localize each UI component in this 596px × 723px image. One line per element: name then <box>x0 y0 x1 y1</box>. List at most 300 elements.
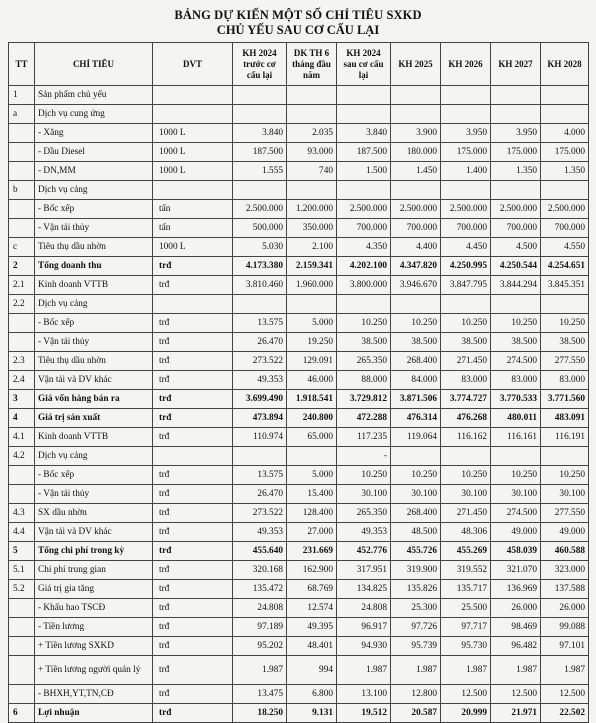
row-value: 21.971 <box>491 704 541 723</box>
row-value <box>233 105 287 124</box>
row-value: 93.000 <box>287 143 337 162</box>
row-value <box>287 295 337 314</box>
row-unit: trđ <box>153 580 233 599</box>
table-row <box>9 371 589 390</box>
row-value: 10.250 <box>441 314 491 333</box>
row-value: 4.000 <box>541 124 589 143</box>
row-value: 319.900 <box>391 561 441 580</box>
row-value: 4.550 <box>541 238 589 257</box>
table-row <box>9 428 589 447</box>
row-value: 4.250.544 <box>491 257 541 276</box>
row-indicator: + Tiền lương người quản lý <box>35 656 153 685</box>
row-value: 700.000 <box>391 219 441 238</box>
row-value: 30.100 <box>441 485 491 504</box>
row-value: 3.770.533 <box>491 390 541 409</box>
row-unit <box>153 105 233 124</box>
row-number: 4.4 <box>9 523 35 542</box>
row-number: 4 <box>9 409 35 428</box>
row-indicator: Vận tải và DV khác <box>35 523 153 542</box>
table-row <box>9 352 589 371</box>
row-value <box>441 86 491 105</box>
row-value: 3.699.490 <box>233 390 287 409</box>
row-value: 1.960.000 <box>287 276 337 295</box>
row-value: 1.400 <box>441 162 491 181</box>
row-value: 483.091 <box>541 409 589 428</box>
row-value: 162.900 <box>287 561 337 580</box>
row-value: 476.314 <box>391 409 441 428</box>
row-value: 500.000 <box>233 219 287 238</box>
row-value <box>541 86 589 105</box>
row-value: 473.894 <box>233 409 287 428</box>
row-number: 6 <box>9 704 35 723</box>
row-value <box>233 86 287 105</box>
row-indicator: Dịch vụ cảng <box>35 447 153 466</box>
row-number <box>9 124 35 143</box>
row-value <box>541 181 589 200</box>
row-value: 15.400 <box>287 485 337 504</box>
table-row <box>9 637 589 656</box>
row-value: 9.131 <box>287 704 337 723</box>
row-number: 5.1 <box>9 561 35 580</box>
row-value: 2.159.341 <box>287 257 337 276</box>
row-value <box>337 181 391 200</box>
row-unit: trđ <box>153 352 233 371</box>
row-number: 5.2 <box>9 580 35 599</box>
row-value: 455.269 <box>441 542 491 561</box>
row-value: 26.470 <box>233 333 287 352</box>
row-unit: trđ <box>153 656 233 685</box>
row-unit: 1000 L <box>153 162 233 181</box>
row-value: 3.771.560 <box>541 390 589 409</box>
row-indicator: Chi phí trung gian <box>35 561 153 580</box>
row-indicator: - Vận tải thủy <box>35 485 153 504</box>
row-value: 271.450 <box>441 352 491 371</box>
row-value: 3.946.670 <box>391 276 441 295</box>
table-row <box>9 542 589 561</box>
row-value <box>541 105 589 124</box>
row-value: 97.717 <box>441 618 491 637</box>
row-value: 700.000 <box>541 219 589 238</box>
row-value: 3.774.727 <box>441 390 491 409</box>
table-row <box>9 447 589 466</box>
row-value: 5.000 <box>287 314 337 333</box>
row-value: 110.974 <box>233 428 287 447</box>
row-value: 3.871.506 <box>391 390 441 409</box>
header-cell: TT <box>9 43 35 86</box>
row-value: 30.100 <box>541 485 589 504</box>
row-value: 24.808 <box>337 599 391 618</box>
row-value: 3.845.351 <box>541 276 589 295</box>
row-value: 3.840 <box>337 124 391 143</box>
row-unit: trđ <box>153 333 233 352</box>
header-cell: KH 2025 <box>391 43 441 86</box>
row-number: 5 <box>9 542 35 561</box>
row-number: b <box>9 181 35 200</box>
row-indicator: Dịch vụ cảng <box>35 181 153 200</box>
row-indicator: Tổng chi phí trong kỳ <box>35 542 153 561</box>
row-value: 116.161 <box>491 428 541 447</box>
row-value: 187.500 <box>337 143 391 162</box>
row-value: 13.575 <box>233 314 287 333</box>
row-value: 12.500 <box>441 685 491 704</box>
row-value: 265.350 <box>337 352 391 371</box>
row-value: 319.552 <box>441 561 491 580</box>
row-value: 117.235 <box>337 428 391 447</box>
row-value: 2.500.000 <box>441 200 491 219</box>
row-value <box>287 105 337 124</box>
row-value: 95.202 <box>233 637 287 656</box>
row-value <box>233 295 287 314</box>
row-value: 13.575 <box>233 466 287 485</box>
row-indicator: Dịch vụ cảng <box>35 295 153 314</box>
row-value: 25.300 <box>391 599 441 618</box>
table-row <box>9 656 589 685</box>
row-value: 4.400 <box>391 238 441 257</box>
row-unit <box>153 181 233 200</box>
row-value: 1.450 <box>391 162 441 181</box>
row-unit: tấn <box>153 219 233 238</box>
row-value: 135.826 <box>391 580 441 599</box>
row-value: 6.800 <box>287 685 337 704</box>
row-value: 323.000 <box>541 561 589 580</box>
table-row <box>9 219 589 238</box>
row-value: 12.500 <box>491 685 541 704</box>
row-value <box>541 447 589 466</box>
row-value: 48.401 <box>287 637 337 656</box>
row-value: 13.100 <box>337 685 391 704</box>
row-value <box>441 105 491 124</box>
table-row <box>9 599 589 618</box>
row-value <box>541 295 589 314</box>
row-value: 83.000 <box>491 371 541 390</box>
row-value: 30.100 <box>337 485 391 504</box>
header-cell: KH 2026 <box>441 43 491 86</box>
row-number: c <box>9 238 35 257</box>
table-row <box>9 333 589 352</box>
row-value: 136.969 <box>491 580 541 599</box>
header-cell: KH 2024 trước cơ cấu lại <box>233 43 287 86</box>
row-indicator: SX dầu nhờn <box>35 504 153 523</box>
row-value <box>441 295 491 314</box>
row-value: 84.000 <box>391 371 441 390</box>
row-value: 1.555 <box>233 162 287 181</box>
row-number: 4.2 <box>9 447 35 466</box>
row-value: 24.808 <box>233 599 287 618</box>
table-row <box>9 143 589 162</box>
row-value <box>391 105 441 124</box>
row-number <box>9 314 35 333</box>
row-value <box>491 447 541 466</box>
row-value: 455.640 <box>233 542 287 561</box>
header-cell: CHỈ TIÊU <box>35 43 153 86</box>
row-value: 231.669 <box>287 542 337 561</box>
row-value: 49.000 <box>541 523 589 542</box>
table-row <box>9 124 589 143</box>
row-unit: trđ <box>153 685 233 704</box>
row-value: 4.350 <box>337 238 391 257</box>
row-value: 49.353 <box>337 523 391 542</box>
row-value: 4.250.995 <box>441 257 491 276</box>
row-value: 4.202.100 <box>337 257 391 276</box>
row-value: 4.254.651 <box>541 257 589 276</box>
row-number: 1 <box>9 86 35 105</box>
row-value: 1.350 <box>491 162 541 181</box>
row-value: 30.100 <box>391 485 441 504</box>
row-value: 3.847.795 <box>441 276 491 295</box>
row-value: 95.730 <box>441 637 491 656</box>
row-number <box>9 200 35 219</box>
row-value: 740 <box>287 162 337 181</box>
row-value <box>491 181 541 200</box>
row-value: 97.726 <box>391 618 441 637</box>
row-value: 49.000 <box>491 523 541 542</box>
row-value: 1.987 <box>541 656 589 685</box>
row-value: 128.400 <box>287 504 337 523</box>
row-indicator: Kinh doanh VTTB <box>35 276 153 295</box>
row-value: 97.189 <box>233 618 287 637</box>
row-value: 65.000 <box>287 428 337 447</box>
row-value: 277.550 <box>541 504 589 523</box>
row-value: 30.100 <box>491 485 541 504</box>
row-unit: trđ <box>153 599 233 618</box>
row-value: 3.729.812 <box>337 390 391 409</box>
row-unit <box>153 447 233 466</box>
header-row <box>9 43 589 86</box>
row-value: 3.810.460 <box>233 276 287 295</box>
row-value: 10.250 <box>491 314 541 333</box>
row-value: 3.950 <box>441 124 491 143</box>
row-indicator: - Vận tải thủy <box>35 219 153 238</box>
row-value: 472.288 <box>337 409 391 428</box>
table-row <box>9 618 589 637</box>
table-row <box>9 580 589 599</box>
row-value: 25.500 <box>441 599 491 618</box>
row-value: 273.522 <box>233 352 287 371</box>
row-value: 12.574 <box>287 599 337 618</box>
table-row <box>9 466 589 485</box>
row-number: 2 <box>9 257 35 276</box>
row-indicator: - Bốc xếp <box>35 314 153 333</box>
table-row <box>9 504 589 523</box>
row-unit: trđ <box>153 504 233 523</box>
table-row <box>9 409 589 428</box>
row-value: 350.000 <box>287 219 337 238</box>
row-value: 1.918.541 <box>287 390 337 409</box>
row-value: 320.168 <box>233 561 287 580</box>
row-value: 2.035 <box>287 124 337 143</box>
row-unit: 1000 L <box>153 124 233 143</box>
table-row <box>9 238 589 257</box>
row-value <box>391 295 441 314</box>
row-unit: trđ <box>153 542 233 561</box>
row-value: 175.000 <box>541 143 589 162</box>
row-indicator: - DN,MM <box>35 162 153 181</box>
table-row <box>9 523 589 542</box>
row-unit <box>153 295 233 314</box>
table-row <box>9 561 589 580</box>
row-value: 38.500 <box>391 333 441 352</box>
row-value: 265.350 <box>337 504 391 523</box>
row-value: 97.101 <box>541 637 589 656</box>
row-value <box>287 86 337 105</box>
row-indicator: - Tiền lương <box>35 618 153 637</box>
row-value: 452.776 <box>337 542 391 561</box>
row-unit: 1000 L <box>153 238 233 257</box>
row-value: 10.250 <box>337 466 391 485</box>
row-value: 1.500 <box>337 162 391 181</box>
row-indicator: - Xăng <box>35 124 153 143</box>
row-unit: trđ <box>153 276 233 295</box>
row-value: 1.987 <box>233 656 287 685</box>
table-row <box>9 162 589 181</box>
row-value: 5.000 <box>287 466 337 485</box>
table-row <box>9 295 589 314</box>
row-unit: trđ <box>153 409 233 428</box>
row-value: 3.900 <box>391 124 441 143</box>
row-number: 3 <box>9 390 35 409</box>
table-row <box>9 485 589 504</box>
row-indicator: - BHXH,YT,TN,CĐ <box>35 685 153 704</box>
row-value: 116.162 <box>441 428 491 447</box>
row-number <box>9 656 35 685</box>
row-value: 994 <box>287 656 337 685</box>
row-unit: 1000 L <box>153 143 233 162</box>
row-unit: trđ <box>153 704 233 723</box>
row-value: 48.306 <box>441 523 491 542</box>
row-value: 38.500 <box>491 333 541 352</box>
row-value: 83.000 <box>441 371 491 390</box>
table-row <box>9 685 589 704</box>
row-value <box>337 105 391 124</box>
row-value: 68.769 <box>287 580 337 599</box>
row-value: 271.450 <box>441 504 491 523</box>
row-value: 317.951 <box>337 561 391 580</box>
row-value: 480.011 <box>491 409 541 428</box>
row-value <box>391 181 441 200</box>
row-value: 20.587 <box>391 704 441 723</box>
row-value <box>491 295 541 314</box>
row-value: 116.191 <box>541 428 589 447</box>
row-value: 98.469 <box>491 618 541 637</box>
title-block <box>0 8 596 38</box>
row-value: 19.250 <box>287 333 337 352</box>
row-value: 10.250 <box>541 466 589 485</box>
row-value: 129.091 <box>287 352 337 371</box>
row-indicator: - Bốc xếp <box>35 200 153 219</box>
row-value: 273.522 <box>233 504 287 523</box>
row-value: 455.726 <box>391 542 441 561</box>
row-value: 3.800.000 <box>337 276 391 295</box>
row-unit: trđ <box>153 637 233 656</box>
row-value: 88.000 <box>337 371 391 390</box>
row-value: 10.250 <box>391 466 441 485</box>
table-body <box>9 86 589 723</box>
row-number: 2.1 <box>9 276 35 295</box>
row-value <box>391 86 441 105</box>
row-value <box>391 447 441 466</box>
row-value: 96.917 <box>337 618 391 637</box>
row-value: 4.450 <box>441 238 491 257</box>
row-indicator: Vận tải và DV khác <box>35 371 153 390</box>
row-unit: trđ <box>153 485 233 504</box>
table-row <box>9 105 589 124</box>
row-indicator: Giá vốn hàng bán ra <box>35 390 153 409</box>
row-value <box>491 105 541 124</box>
row-value: 38.500 <box>541 333 589 352</box>
row-value: 1.987 <box>391 656 441 685</box>
row-value: 460.588 <box>541 542 589 561</box>
row-unit: trđ <box>153 466 233 485</box>
row-number <box>9 485 35 504</box>
row-value: 2.500.000 <box>491 200 541 219</box>
row-number: 2.4 <box>9 371 35 390</box>
row-value: 49.395 <box>287 618 337 637</box>
row-value: 99.088 <box>541 618 589 637</box>
header-cell: KH 2028 <box>541 43 589 86</box>
header-cell: DK TH 6 tháng đầu năm <box>287 43 337 86</box>
row-number: 2.2 <box>9 295 35 314</box>
row-unit: trđ <box>153 257 233 276</box>
row-number <box>9 219 35 238</box>
row-unit: trđ <box>153 390 233 409</box>
row-value: 135.472 <box>233 580 287 599</box>
row-value <box>287 447 337 466</box>
row-value: 49.353 <box>233 371 287 390</box>
row-value: 2.500.000 <box>391 200 441 219</box>
row-value: 4.173.380 <box>233 257 287 276</box>
row-value: 5.030 <box>233 238 287 257</box>
row-value: 12.800 <box>391 685 441 704</box>
row-value: 2.500.000 <box>337 200 391 219</box>
row-value: 137.588 <box>541 580 589 599</box>
table-row <box>9 314 589 333</box>
row-value: 10.250 <box>491 466 541 485</box>
header-cell: KH 2024 sau cơ cấu lại <box>337 43 391 86</box>
row-value: 119.064 <box>391 428 441 447</box>
row-indicator: Giá trị sản xuất <box>35 409 153 428</box>
row-indicator: Dịch vụ cung ứng <box>35 105 153 124</box>
row-indicator: Sản phẩm chủ yếu <box>35 86 153 105</box>
row-value: 10.250 <box>541 314 589 333</box>
row-value: 175.000 <box>491 143 541 162</box>
row-number <box>9 637 35 656</box>
row-number <box>9 333 35 352</box>
row-value: 2.100 <box>287 238 337 257</box>
row-indicator: - Vận tải thủy <box>35 333 153 352</box>
row-value: 700.000 <box>441 219 491 238</box>
row-unit: trđ <box>153 428 233 447</box>
row-indicator: Tổng doanh thu <box>35 257 153 276</box>
row-value <box>491 86 541 105</box>
row-value: 38.500 <box>337 333 391 352</box>
row-value: 10.250 <box>337 314 391 333</box>
row-value: 274.500 <box>491 504 541 523</box>
row-value: 277.550 <box>541 352 589 371</box>
row-value <box>287 181 337 200</box>
row-indicator: - Bốc xếp <box>35 466 153 485</box>
row-value <box>441 181 491 200</box>
row-value: 1.350 <box>541 162 589 181</box>
row-value <box>233 181 287 200</box>
row-value: 48.500 <box>391 523 441 542</box>
row-value: 38.500 <box>441 333 491 352</box>
row-number: 2.3 <box>9 352 35 371</box>
row-value <box>233 447 287 466</box>
row-value: - <box>337 447 391 466</box>
row-value: 10.250 <box>391 314 441 333</box>
indicators-table <box>8 42 589 723</box>
table-row <box>9 390 589 409</box>
